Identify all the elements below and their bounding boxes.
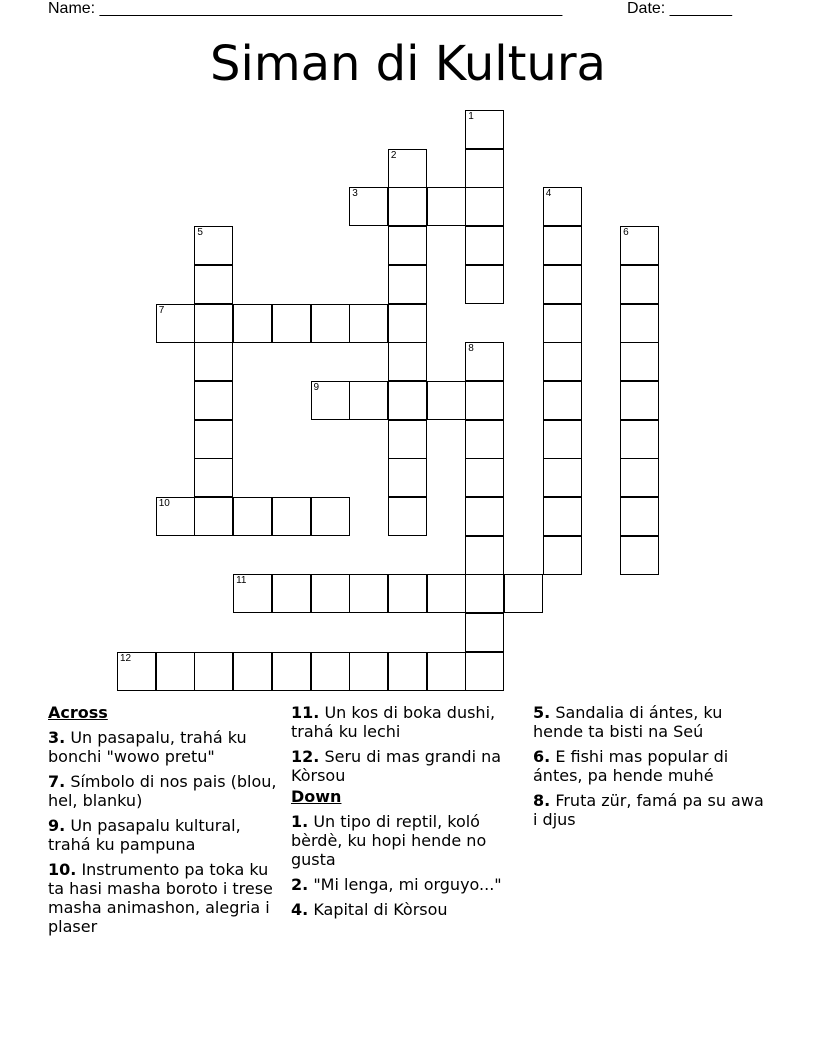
grid-cell[interactable] [465, 110, 504, 149]
grid-cell[interactable] [233, 304, 272, 343]
grid-cell[interactable] [620, 536, 659, 575]
grid-cell[interactable] [194, 420, 233, 459]
grid-cell[interactable] [233, 574, 272, 613]
grid-cell[interactable] [194, 458, 233, 497]
cell-number: 4 [545, 188, 552, 200]
grid-cell[interactable] [543, 226, 582, 265]
grid-cell[interactable] [465, 226, 504, 265]
grid-cell[interactable] [349, 304, 388, 343]
grid-cell[interactable] [543, 342, 582, 381]
grid-cell[interactable] [620, 458, 659, 497]
grid-cell[interactable] [465, 265, 504, 304]
clue-text: Kapital di Kòrsou [313, 900, 448, 919]
clue-number: 12. [291, 747, 320, 766]
clue-across-7 [48, 772, 284, 810]
clue-across-11 [291, 703, 527, 741]
grid-cell[interactable] [465, 149, 504, 188]
grid-cell[interactable] [543, 420, 582, 459]
cell-number: 10 [158, 498, 170, 509]
grid-cell[interactable] [543, 304, 582, 343]
grid-cell[interactable] [388, 304, 427, 343]
clue-across-10 [48, 860, 284, 936]
grid-cell[interactable] [465, 652, 504, 691]
grid-cell[interactable] [388, 342, 427, 381]
grid-cell[interactable] [620, 304, 659, 343]
grid-cell[interactable] [427, 574, 466, 613]
clue-across-12 [291, 747, 527, 785]
grid-cell[interactable] [272, 652, 311, 691]
name-field-label: Name: ____________________________________________________ [48, 0, 563, 17]
grid-cell[interactable] [194, 226, 233, 265]
clue-down-2 [291, 875, 527, 894]
grid-cell[interactable] [156, 304, 195, 343]
grid-cell[interactable] [272, 304, 311, 343]
grid-cell[interactable] [427, 381, 466, 420]
grid-cell[interactable] [272, 574, 311, 613]
clue-number: 5. [533, 703, 551, 722]
clue-text: Un tipo di reptil, koló bèrdè, ku hopi hende no gusta [291, 812, 487, 869]
grid-cell[interactable] [388, 574, 427, 613]
clue-number: 6. [533, 747, 551, 766]
grid-cell[interactable] [194, 652, 233, 691]
grid-cell[interactable] [156, 652, 195, 691]
clue-column-2 [291, 703, 527, 925]
grid-cell[interactable] [349, 187, 388, 226]
grid-cell[interactable] [388, 149, 427, 188]
cell-number: 9 [313, 381, 320, 393]
clue-text: "Mi lenga, mi orguyo..." [313, 875, 502, 894]
clue-down-4 [291, 900, 527, 919]
grid-cell[interactable] [388, 652, 427, 691]
grid-cell[interactable] [465, 497, 504, 536]
grid-cell[interactable] [233, 497, 272, 536]
grid-cell[interactable] [465, 458, 504, 497]
grid-cell[interactable] [620, 342, 659, 381]
grid-cell[interactable] [465, 420, 504, 459]
cell-number: 11 [236, 575, 247, 587]
clue-number: 2. [291, 875, 309, 894]
grid-cell[interactable] [543, 536, 582, 575]
grid-cell[interactable] [349, 381, 388, 420]
clue-number: 9. [48, 816, 66, 835]
clue-text: Un pasapalu kultural, trahá ku pampuna [48, 816, 241, 854]
grid-cell[interactable] [194, 497, 233, 536]
page-title: Siman di Kultura [210, 36, 606, 92]
grid-cell[interactable] [543, 381, 582, 420]
grid-cell[interactable] [465, 536, 504, 575]
grid-cell[interactable] [465, 574, 504, 613]
clue-text: Fruta zür, famá pa su awa i djus [533, 791, 764, 829]
grid-cell[interactable] [388, 265, 427, 304]
grid-cell[interactable] [620, 226, 659, 265]
clue-down-8 [533, 791, 769, 829]
grid-cell[interactable] [620, 265, 659, 304]
clue-number: 8. [533, 791, 551, 810]
grid-cell[interactable] [543, 265, 582, 304]
grid-cell[interactable] [388, 187, 427, 226]
clue-text: Seru di mas grandi na Kòrsou [291, 747, 502, 785]
clue-text: Un pasapalu, trahá ku bonchi "wowo pretu" [48, 728, 247, 766]
cell-number: 3 [352, 188, 358, 200]
clue-column-1 [48, 703, 284, 942]
clue-text: Símbolo di nos pais (blou, hel, blanku) [48, 772, 277, 810]
clue-number: 1. [291, 812, 309, 831]
grid-cell[interactable] [388, 497, 427, 536]
grid-cell[interactable] [620, 420, 659, 459]
clue-down-6 [533, 747, 769, 785]
cell-number: 8 [468, 343, 474, 355]
grid-cell[interactable] [349, 652, 388, 691]
grid-cell[interactable] [194, 265, 233, 304]
grid-cell[interactable] [194, 381, 233, 420]
down-heading: Down [291, 787, 342, 806]
grid-cell[interactable] [194, 304, 233, 343]
clue-text: Sandalia di ántes, ku hende ta bisti na Seú [533, 703, 723, 741]
grid-cell[interactable] [388, 458, 427, 497]
grid-cell[interactable] [388, 381, 427, 420]
grid-cell[interactable] [465, 613, 504, 652]
grid-cell[interactable] [465, 342, 504, 381]
grid-cell[interactable] [194, 342, 233, 381]
grid-cell[interactable] [543, 187, 582, 226]
clue-text: Un kos di boka dushi, trahá ku lechi [291, 703, 496, 741]
cell-number: 2 [390, 149, 397, 161]
cell-number: 6 [623, 227, 629, 239]
grid-cell[interactable] [465, 187, 504, 226]
grid-cell[interactable] [620, 381, 659, 420]
clue-number: 4. [291, 900, 309, 919]
grid-cell[interactable] [543, 497, 582, 536]
grid-cell[interactable] [311, 497, 350, 536]
grid-cell[interactable] [117, 652, 156, 691]
clue-text: Instrumento pa toka ku ta hasi masha boroto i trese masha animashon, alegria i plaser [48, 860, 273, 936]
clue-down-1 [291, 812, 527, 869]
grid-cell[interactable] [349, 574, 388, 613]
cell-number: 7 [158, 304, 165, 316]
grid-cell[interactable] [427, 187, 466, 226]
grid-cell[interactable] [543, 458, 582, 497]
grid-cell[interactable] [156, 497, 195, 536]
grid-cell[interactable] [311, 381, 350, 420]
grid-cell[interactable] [427, 652, 466, 691]
clue-across-3 [48, 728, 284, 766]
across-heading: Across [48, 703, 108, 722]
grid-cell[interactable] [233, 652, 272, 691]
cell-number: 5 [197, 227, 203, 239]
clue-down-5 [533, 703, 769, 741]
grid-cell[interactable] [388, 226, 427, 265]
grid-cell[interactable] [620, 497, 659, 536]
grid-cell[interactable] [465, 381, 504, 420]
clue-column-3 [533, 703, 769, 835]
cell-number: 12 [120, 652, 132, 664]
cell-number: 1 [468, 111, 474, 122]
grid-cell[interactable] [272, 497, 311, 536]
date-field-label: Date: _______ [627, 0, 732, 17]
clue-number: 11. [291, 703, 320, 722]
clue-text: E fishi mas popular di ántes, pa hende muhé [533, 747, 729, 785]
clue-across-9 [48, 816, 284, 854]
grid-cell[interactable] [388, 420, 427, 459]
grid-cell[interactable] [311, 304, 350, 343]
grid-cell[interactable] [504, 574, 543, 613]
grid-cell[interactable] [311, 652, 350, 691]
clue-number: 3. [48, 728, 66, 747]
clue-number: 10. [48, 860, 77, 879]
grid-cell[interactable] [311, 574, 350, 613]
clue-number: 7. [48, 772, 66, 791]
